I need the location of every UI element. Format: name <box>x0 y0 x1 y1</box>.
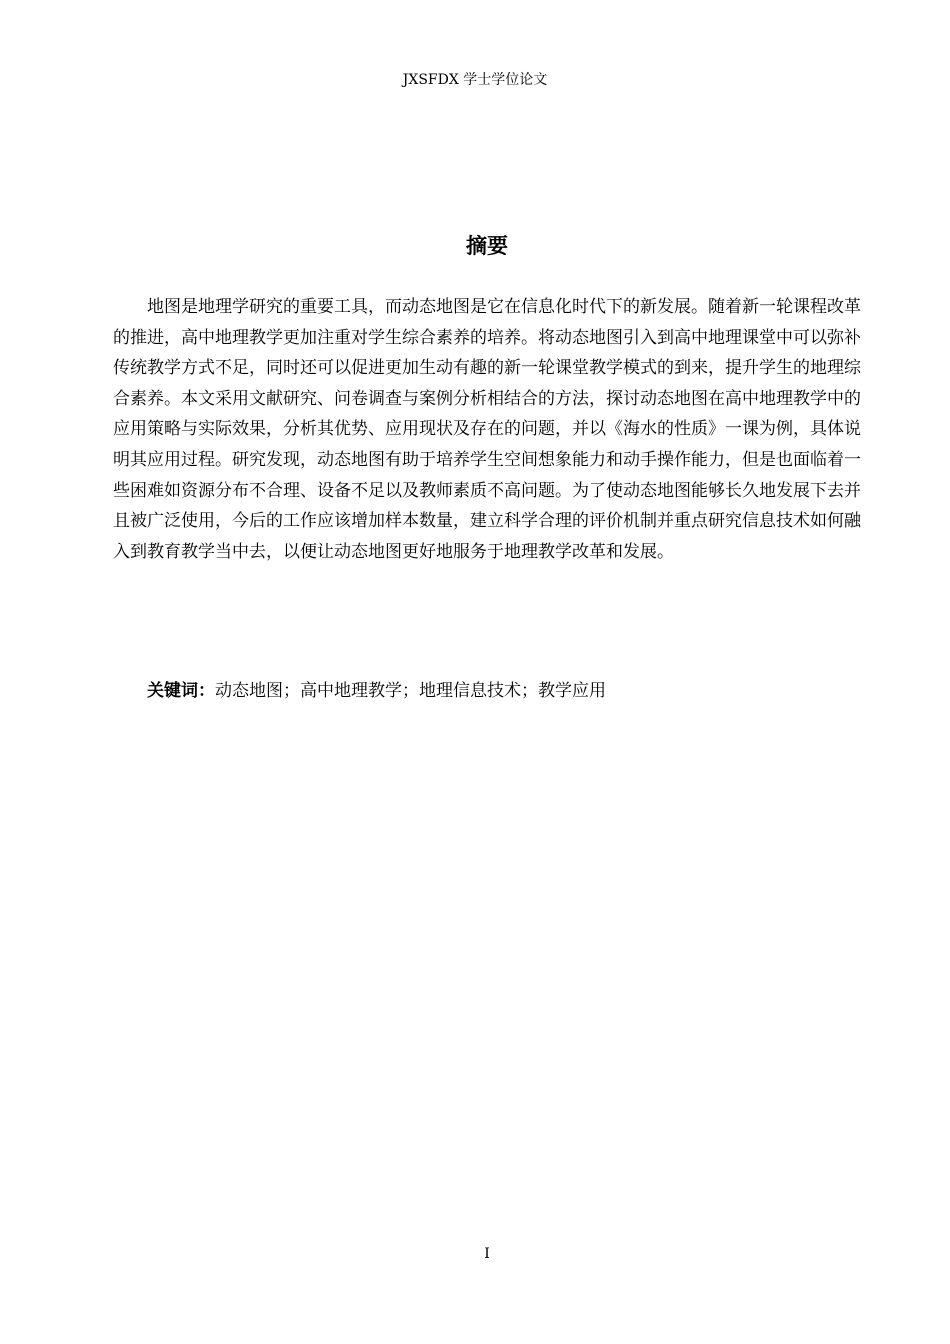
keywords-label: 关键词： <box>147 681 215 701</box>
keywords-line <box>113 676 861 706</box>
abstract-body: 地图是地理学研究的重要工具，而动态地图是它在信息化时代下的新发展。随着新一轮课程改革的推进，高中地理教学更加注重对学生综合素养的培养。将动态地图引入到高中地理课堂中可以弥补传统教学方式不足，同时还可以促进更加生动有趣的新一轮课堂教学模式的到来，提升学生的地理综合素养。本文采用文献研究、问卷调查与案例分析相结合的方法，探讨动态地图在高中地理教学中的应用策略与实际效果，分析其优势、应用现状及存在的问题，并以《海水的性质》一课为例，具体说明其应用过程。研究发现，动态地图有助于培养学生空间想象能力和动手操作能力，但是也面临着一些困难如资源分布不合理、设备不足以及教师素质不高问题。为了使动态地图能够长久地发展下去并且被广泛使用，今后的工作应该增加样本数量，建立科学合理的评价机制并重点研究信息技术如何融入到教育教学当中去，以便让动态地图更好地服务于地理教学改革和发展。 <box>113 297 861 562</box>
abstract-title: 摘要 <box>466 234 508 258</box>
keywords-text: 动态地图；高中地理教学；地理信息技术；教学应用 <box>215 681 606 701</box>
page-number: I <box>484 1246 490 1262</box>
running-header: JXSFDX 学士学位论文 <box>402 72 548 88</box>
